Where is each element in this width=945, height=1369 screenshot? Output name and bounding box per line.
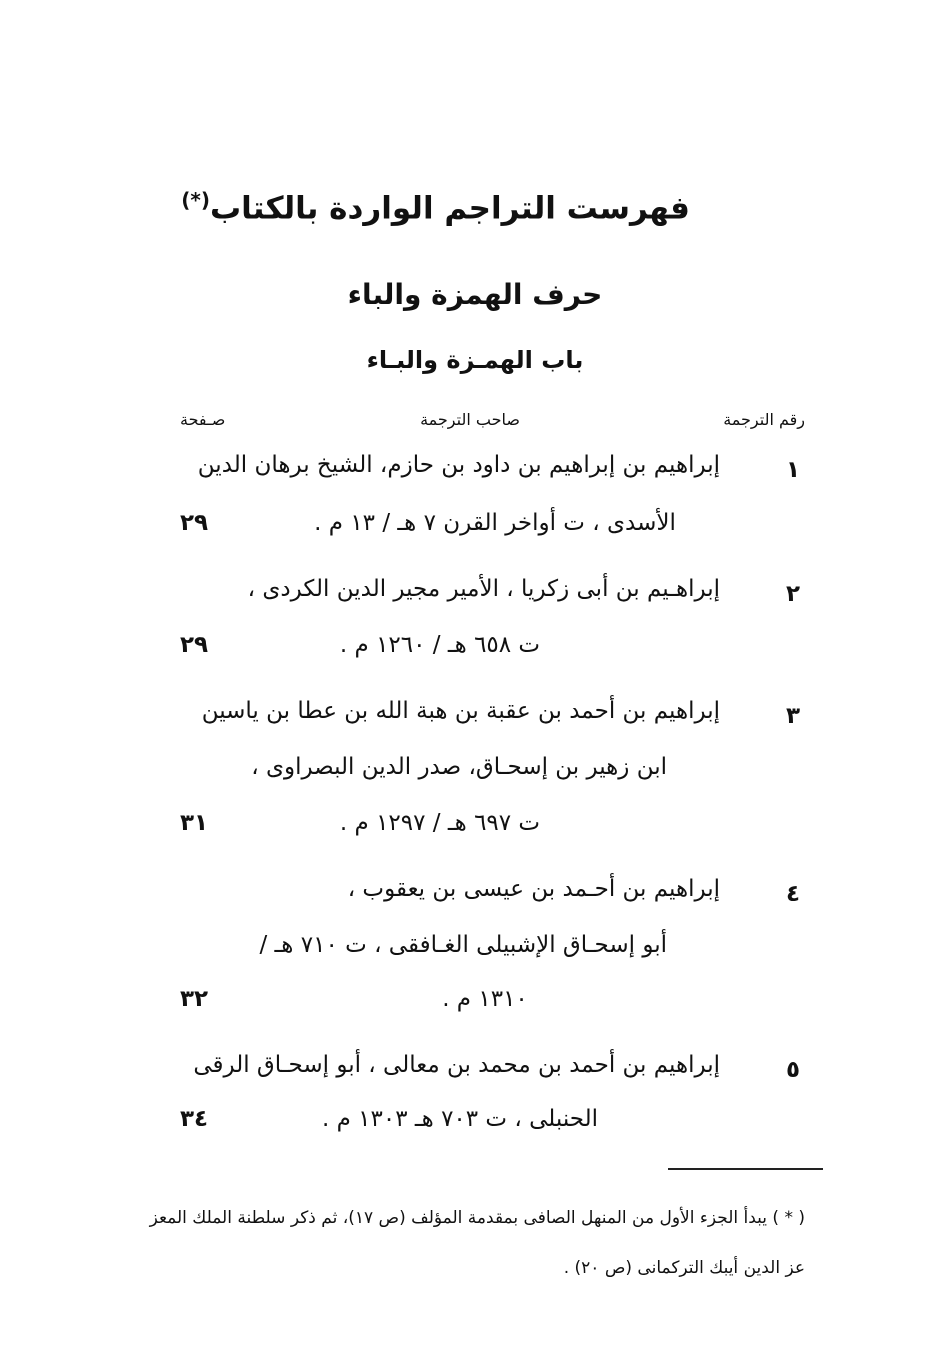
entry-line: الأسدى ، ت أواخر القرن ٧ هـ / ١٣ م . [314, 510, 676, 536]
entry-line: إبراهـيم بن أبى زكريا ، الأمير مجير الدين الكردى ، [247, 576, 720, 602]
entry-number: ٥ [785, 1057, 801, 1083]
entry-number: ٢ [785, 581, 801, 607]
entry-line: إبراهيم بن أحـمد بن عيسى بن يعقوب ، [347, 876, 720, 902]
section-title: حرف الهمزة والباء [347, 278, 603, 311]
entry-line: ت ٦٩٧ هـ / ١٢٩٧ م . [339, 810, 541, 836]
footnote-line: ( * ) يبدأ الجزء الأول من المنهل الصافى بمقدمة المؤلف (ص ١٧)، ثم ذكر سلطنة الملك المعز [149, 1208, 805, 1228]
entry-page: ٢٩ [180, 632, 209, 658]
entry-line: إبراهيم بن إبراهيم بن داود بن حازم، الشيخ برهان الدين [197, 452, 720, 478]
entry-line: إبراهيم بن أحمد بن عقبة بن هبة الله بن عطا بن ياسين [201, 698, 720, 724]
column-header-name: صاحب الترجمة [420, 410, 520, 429]
subsection-title: باب الهمـزة والبـاء [366, 346, 584, 374]
footnote-line: عز الدين أيبك التركمانى (ص ٢٠) . [563, 1258, 805, 1278]
page-title-text: فهرست التراجم الواردة بالكتاب [210, 190, 690, 227]
entry-page: ٣٢ [180, 986, 209, 1012]
page-title [181, 188, 690, 227]
footnote-marker: (*) [181, 188, 210, 212]
entry-page: ٣١ [180, 810, 209, 836]
entry-number: ٣ [785, 703, 801, 729]
footnote-separator [668, 1168, 823, 1170]
entry-line: الحنبلى ، ت ٧٠٣ هـ ١٣٠٣ م . [321, 1106, 599, 1132]
entry-page: ٣٤ [180, 1106, 209, 1132]
entry-line: ١٣١٠ م . [442, 986, 528, 1012]
entry-line: أبو إسحـاق الإشبيلى الغـافقى ، ت ٧١٠ هـ / [259, 932, 667, 958]
entry-line: ابن زهير بن إسحـاق، صدر الدين البصراوى ، [251, 754, 667, 780]
entry-line: ت ٦٥٨ هـ / ١٢٦٠ م . [339, 632, 541, 658]
column-header-page: صـفحة [180, 410, 226, 429]
entry-number: ١ [785, 457, 801, 483]
entry-line: إبراهيم بن أحمد بن محمد بن معالى ، أبو إسحـاق الرقى [193, 1052, 720, 1078]
entry-number: ٤ [785, 881, 801, 907]
column-header-number: رقم الترجمة [723, 410, 805, 429]
entry-page: ٢٩ [180, 510, 209, 536]
